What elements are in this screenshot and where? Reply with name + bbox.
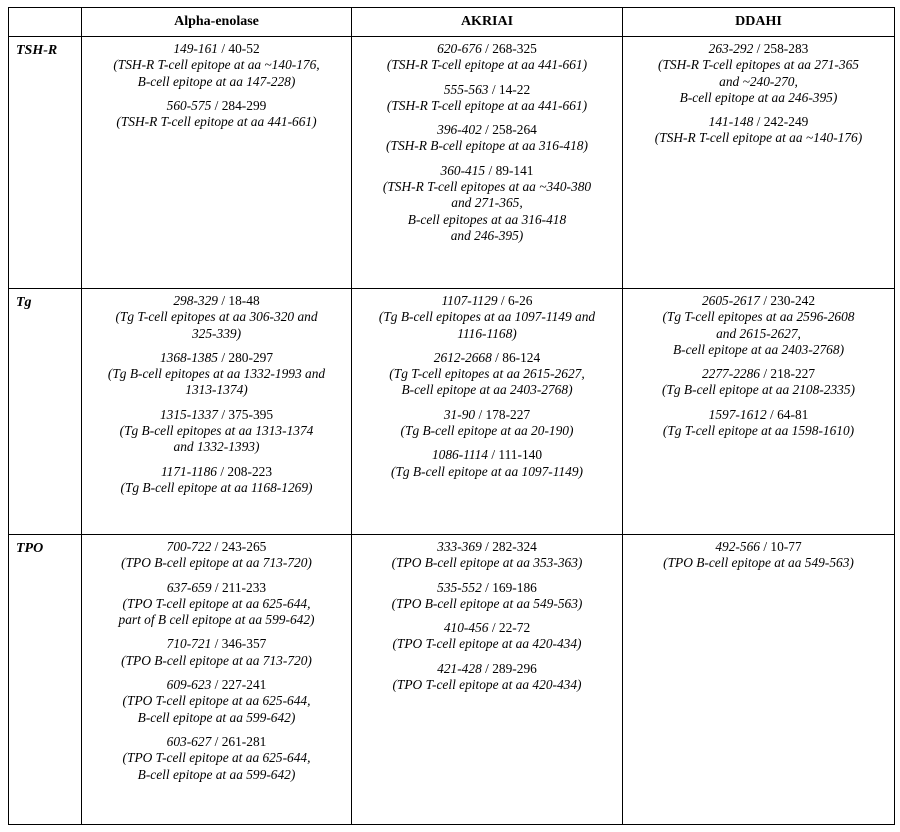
epitope-entry <box>86 734 347 783</box>
epitope-entry <box>356 407 618 440</box>
header-ddahi: DDAHI <box>623 8 895 37</box>
protein-position: 227-241 <box>221 677 267 693</box>
epitope-note: and ~240-270, <box>719 73 798 89</box>
range-separator: / <box>497 293 508 308</box>
range-separator: / <box>488 620 499 636</box>
range-separator: / <box>211 579 222 595</box>
entry-position-line <box>356 539 618 555</box>
entry-position-line <box>86 580 347 596</box>
epitope-note: (Tg T-cell epitopes at aa 2615-2627, <box>389 366 585 382</box>
epitope-note: B-cell epitope at aa 599-642) <box>137 709 296 725</box>
epitope-entry <box>356 350 618 399</box>
epitope-note: (Tg B-cell epitope at aa 20-190) <box>400 423 574 439</box>
entry-position-line <box>356 620 618 636</box>
epitope-entry <box>356 122 618 155</box>
entry-position-line <box>86 734 347 750</box>
epitope-note: B-cell epitopes at aa 316-418 <box>407 211 567 227</box>
epitope-table-container <box>8 7 894 825</box>
entry-position-line <box>86 677 347 693</box>
entry-position-line <box>356 447 618 463</box>
range-separator: / <box>487 447 499 463</box>
epitope-note: (TSH-R T-cell epitope at aa 441-661) <box>386 97 588 113</box>
epitope-entry <box>356 293 618 342</box>
cell-tsh-r-alpha-enolase <box>82 37 352 289</box>
range-separator: / <box>211 636 222 652</box>
row-label-tpo: TPO <box>9 535 82 825</box>
epitope-range: 2277-2286 <box>701 366 760 382</box>
epitope-note: 325-339) <box>191 325 242 341</box>
epitope-entry <box>86 464 347 497</box>
epitope-note: (TPO B-cell epitope at aa 713-720) <box>121 555 312 571</box>
epitope-range: 560-575 <box>166 97 212 113</box>
range-separator: / <box>211 539 222 554</box>
epitope-note: (Tg T-cell epitope at aa 1598-1610) <box>662 423 855 439</box>
protein-position: 282-324 <box>492 539 537 554</box>
epitope-range: 263-292 <box>708 41 754 56</box>
entry-position-line <box>356 293 618 309</box>
epitope-note: (TPO B-cell epitope at aa 549-563) <box>391 595 583 611</box>
epitope-range: 603-627 <box>166 733 212 749</box>
entry-position-line <box>627 539 890 555</box>
epitope-range: 360-415 <box>440 162 486 178</box>
epitope-range: 149-161 <box>173 41 218 56</box>
cell-tg-akriai <box>352 289 623 535</box>
epitope-entry <box>627 539 890 572</box>
epitope-entry <box>356 82 618 115</box>
row-tsh-r <box>9 37 895 289</box>
entry-position-line <box>86 464 347 480</box>
epitope-note: (Tg B-cell epitopes at aa 1332-1993 and <box>107 366 326 382</box>
epitope-range: 421-428 <box>437 660 482 676</box>
entry-position-line <box>356 122 618 138</box>
epitope-entry <box>627 293 890 358</box>
range-separator: / <box>217 349 229 365</box>
entry-position-line <box>356 350 618 366</box>
range-separator: / <box>481 539 493 554</box>
entry-position-line <box>627 41 890 57</box>
epitope-entry <box>86 677 347 726</box>
protein-position: 261-281 <box>221 733 267 749</box>
epitope-note: (Tg T-cell epitopes at aa 2596-2608 <box>662 309 855 325</box>
protein-position: 268-325 <box>492 41 537 56</box>
epitope-note: (TPO B-cell epitope at aa 353-363) <box>391 555 583 571</box>
protein-position: 280-297 <box>228 349 274 365</box>
range-separator: / <box>211 677 222 693</box>
epitope-range: 700-722 <box>166 539 212 554</box>
epitope-note: (TPO T-cell epitope at aa 625-644, <box>122 693 311 709</box>
epitope-range: 637-659 <box>166 579 212 595</box>
epitope-range: 620-676 <box>437 41 482 56</box>
cell-tpo-ddahi <box>623 535 895 825</box>
protein-position: 208-223 <box>227 463 273 479</box>
epitope-entry <box>86 636 347 669</box>
protein-position: 218-227 <box>770 366 816 382</box>
epitope-note: (Tg B-cell epitope at aa 1168-1269) <box>120 479 313 495</box>
entry-position-line <box>356 580 618 596</box>
range-separator: / <box>481 579 493 595</box>
protein-position: 230-242 <box>770 293 816 308</box>
entry-position-line <box>86 293 347 309</box>
range-separator: / <box>491 349 503 365</box>
protein-position: 6-26 <box>507 293 533 308</box>
epitope-range: 1107-1129 <box>441 293 498 308</box>
epitope-range: 1315-1337 <box>159 406 218 422</box>
epitope-entry <box>86 407 347 456</box>
epitope-entry <box>627 41 890 106</box>
epitope-note: (TSH-R B-cell epitope at aa 316-418) <box>386 138 588 154</box>
entry-position-line <box>627 366 890 382</box>
epitope-range: 1171-1186 <box>160 463 217 479</box>
epitope-note: B-cell epitope at aa 246-395) <box>679 89 838 105</box>
epitope-entry <box>356 620 618 653</box>
range-separator: / <box>753 41 764 56</box>
epitope-entry <box>627 407 890 440</box>
protein-position: 14-22 <box>498 81 531 97</box>
entry-position-line <box>627 407 890 423</box>
epitope-range: 1368-1385 <box>159 349 218 365</box>
epitope-range: 492-566 <box>715 539 760 554</box>
entry-position-line <box>356 82 618 98</box>
epitope-note: (TPO B-cell epitope at aa 549-563) <box>663 555 854 571</box>
protein-position: 10-77 <box>770 539 802 554</box>
entry-position-line <box>86 407 347 423</box>
epitope-note: 1313-1374) <box>185 382 248 398</box>
epitope-entry <box>356 163 618 244</box>
epitope-note: (Tg T-cell epitopes at aa 306-320 and <box>115 309 318 325</box>
protein-position: 89-141 <box>495 162 534 178</box>
epitope-note: and 271-365, <box>451 195 523 211</box>
epitope-note: (TPO T-cell epitope at aa 625-644, <box>122 750 311 766</box>
epitope-entry <box>356 580 618 613</box>
entry-position-line <box>86 539 347 555</box>
epitope-note: B-cell epitope at aa 147-228) <box>137 73 296 89</box>
protein-position: 22-72 <box>498 620 531 636</box>
range-separator: / <box>217 293 229 308</box>
epitope-range: 31-90 <box>443 406 476 422</box>
entry-position-line <box>627 293 890 309</box>
epitope-range: 710-721 <box>166 636 212 652</box>
epitope-range: 396-402 <box>437 122 482 138</box>
epitope-note: (Tg B-cell epitope at aa 2108-2335) <box>661 382 855 398</box>
epitope-note: (TPO T-cell epitope at aa 420-434) <box>392 636 582 652</box>
row-tg <box>9 289 895 535</box>
epitope-note: (TSH-R T-cell epitopes at aa 271-365 <box>658 57 859 73</box>
epitope-note: 1116-1168) <box>457 325 517 341</box>
entry-position-line <box>356 407 618 423</box>
epitope-note: and 2615-2627, <box>716 325 801 341</box>
epitope-note: B-cell epitope at aa 2403-2768) <box>401 382 573 398</box>
protein-position: 258-264 <box>492 122 537 138</box>
epitope-range: 333-369 <box>437 539 482 554</box>
epitope-entry <box>86 580 347 629</box>
range-separator: / <box>766 406 778 422</box>
row-label-tg: Tg <box>9 289 82 535</box>
epitope-note: part of B cell epitope at aa 599-642) <box>118 612 315 628</box>
epitope-note: B-cell epitope at aa 599-642) <box>137 766 296 782</box>
epitope-note: (TPO T-cell epitope at aa 625-644, <box>122 595 311 611</box>
epitope-range: 555-563 <box>443 81 489 97</box>
range-separator: / <box>217 406 229 422</box>
entry-position-line <box>356 41 618 57</box>
entry-position-line <box>86 98 347 114</box>
protein-position: 243-265 <box>221 539 267 554</box>
epitope-range: 1086-1114 <box>431 447 488 463</box>
entry-position-line <box>627 114 890 130</box>
epitope-entry <box>356 661 618 694</box>
protein-position: 40-52 <box>228 41 260 56</box>
cell-tg-alpha-enolase <box>82 289 352 535</box>
protein-position: 346-357 <box>221 636 267 652</box>
epitope-entry <box>356 41 618 74</box>
protein-position: 169-186 <box>492 579 537 595</box>
row-tpo <box>9 535 895 825</box>
range-separator: / <box>485 162 496 178</box>
range-separator: / <box>759 293 771 308</box>
range-separator: / <box>481 122 493 138</box>
epitope-note: and 246-395) <box>450 227 524 243</box>
protein-position: 242-249 <box>763 114 809 130</box>
entry-position-line <box>356 163 618 179</box>
epitope-range: 2605-2617 <box>701 293 760 308</box>
epitope-entry <box>86 98 347 131</box>
range-separator: / <box>488 81 499 97</box>
epitope-note: (Tg B-cell epitopes at aa 1097-1149 and <box>378 309 596 325</box>
epitope-note: (TPO T-cell epitope at aa 420-434) <box>392 677 582 693</box>
entry-position-line <box>86 350 347 366</box>
protein-position: 111-140 <box>498 447 543 463</box>
protein-position: 375-395 <box>228 406 274 422</box>
protein-position: 64-81 <box>777 406 809 422</box>
cell-tsh-r-ddahi <box>623 37 895 289</box>
epitope-range: 1597-1612 <box>708 406 767 422</box>
entry-position-line <box>86 636 347 652</box>
range-separator: / <box>217 41 229 56</box>
epitope-note: B-cell epitope at aa 2403-2768) <box>672 341 845 357</box>
cell-tpo-alpha-enolase <box>82 535 352 825</box>
epitope-entry <box>86 41 347 90</box>
protein-position: 86-124 <box>502 349 541 365</box>
epitope-note: (Tg B-cell epitope at aa 1097-1149) <box>390 463 583 479</box>
epitope-note: (TSH-R T-cell epitope at aa 441-661) <box>116 114 317 130</box>
epitope-note: (TSH-R T-cell epitope at aa 441-661) <box>386 57 588 73</box>
header-corner <box>9 8 82 37</box>
epitope-note: (TSH-R T-cell epitope at aa ~140-176, <box>113 57 320 73</box>
epitope-table <box>8 7 895 825</box>
range-separator: / <box>211 733 222 749</box>
epitope-range: 141-148 <box>708 114 754 130</box>
protein-position: 18-48 <box>228 293 260 308</box>
header-akriai: AKRIAI <box>352 8 623 37</box>
cell-tsh-r-akriai <box>352 37 623 289</box>
epitope-entry <box>627 366 890 399</box>
protein-position: 284-299 <box>221 97 267 113</box>
epitope-note: (TSH-R T-cell epitopes at aa ~340-380 <box>382 179 592 195</box>
epitope-note: (TSH-R T-cell epitope at aa ~140-176) <box>654 130 863 146</box>
epitope-entry <box>356 539 618 572</box>
epitope-range: 298-329 <box>173 293 218 308</box>
protein-position: 258-283 <box>763 41 809 56</box>
epitope-entry <box>356 447 618 480</box>
range-separator: / <box>759 539 771 554</box>
epitope-entry <box>86 539 347 572</box>
cell-tg-ddahi <box>623 289 895 535</box>
range-separator: / <box>753 114 764 130</box>
header-row <box>9 8 895 37</box>
protein-position: 289-296 <box>492 660 537 676</box>
epitope-entry <box>86 350 347 399</box>
cell-tpo-akriai <box>352 535 623 825</box>
range-separator: / <box>481 41 493 56</box>
epitope-note: (Tg B-cell epitopes at aa 1313-1374 <box>119 423 314 439</box>
entry-position-line <box>356 661 618 677</box>
range-separator: / <box>759 366 771 382</box>
range-separator: / <box>211 97 222 113</box>
epitope-range: 609-623 <box>166 677 212 693</box>
protein-position: 178-227 <box>485 406 531 422</box>
header-alpha-enolase: Alpha-enolase <box>82 8 352 37</box>
protein-position: 211-233 <box>221 579 267 595</box>
epitope-range: 535-552 <box>437 579 482 595</box>
epitope-range: 2612-2668 <box>433 349 492 365</box>
row-label-tsh-r: TSH-R <box>9 37 82 289</box>
epitope-note: and 1332-1393) <box>173 439 260 455</box>
epitope-entry <box>627 114 890 147</box>
range-separator: / <box>475 406 486 422</box>
entry-position-line <box>86 41 347 57</box>
range-separator: / <box>216 463 228 479</box>
epitope-note: (TPO B-cell epitope at aa 713-720) <box>121 652 312 668</box>
epitope-range: 410-456 <box>443 620 489 636</box>
range-separator: / <box>481 660 493 676</box>
epitope-entry <box>86 293 347 342</box>
